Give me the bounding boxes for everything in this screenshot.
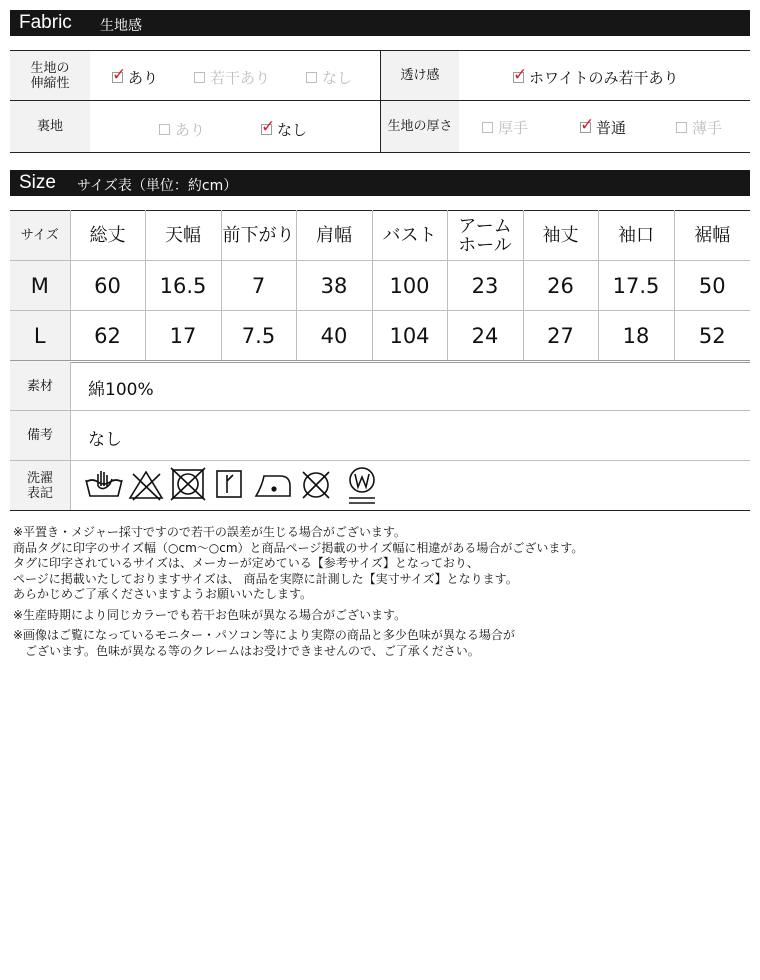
no-bleach-icon <box>130 472 162 500</box>
checkbox-checked <box>261 117 276 137</box>
option-label: なし <box>322 69 353 87</box>
fabric-table <box>10 50 750 153</box>
note-line: ございます。色味が異なる等のクレームはお受けできませんので、ご了承ください。 <box>13 643 480 658</box>
checkbox-unchecked <box>159 124 170 135</box>
divider <box>10 410 750 411</box>
wet-clean-icon <box>349 468 375 503</box>
table-cell: 26 <box>523 261 598 311</box>
check-icon: ✓ <box>513 65 528 85</box>
option-label: 普通 <box>596 119 627 137</box>
fabric-title-en: Fabric <box>19 12 72 33</box>
note-line: ページに掲載いたしておりますサイズは、 商品を実際に計測した【実寸サイズ】となります。 <box>13 571 518 586</box>
table-cell: 17.5 <box>598 261 674 311</box>
column-header: アーム ホール <box>447 211 523 261</box>
option-label: あり <box>128 69 159 87</box>
fabric-title-jp: 生地感 <box>100 18 142 34</box>
column-header: 袖口 <box>598 211 674 261</box>
check-icon: ✓ <box>580 115 595 135</box>
table-cell: 52 <box>674 311 750 362</box>
table-cell: 18 <box>598 311 674 362</box>
column-header: 裾幅 <box>674 211 750 261</box>
table-cell: 27 <box>523 311 598 362</box>
checkbox-unchecked <box>194 72 205 83</box>
transparency-label: 透け感 <box>381 51 459 100</box>
table-cell: 62 <box>70 311 145 362</box>
size-section-header <box>10 170 750 196</box>
lining-label: 裏地 <box>10 101 90 152</box>
table-cell: 104 <box>372 311 447 362</box>
table-cell: 50 <box>674 261 750 311</box>
stretch-option-slight <box>194 67 270 88</box>
note-line: タグに印字されているサイズは、メーカーが定めている【参考サイズ】となっており、 <box>13 556 479 570</box>
thickness-option-thick <box>482 117 528 138</box>
column-header: バスト <box>372 211 447 261</box>
checkbox-unchecked <box>306 72 317 83</box>
remarks-value: なし <box>88 430 122 450</box>
column-header: 前下がり <box>221 211 296 261</box>
checkbox-unchecked <box>482 122 493 133</box>
fabric-section-header <box>10 10 750 36</box>
divider <box>10 460 750 461</box>
thickness-option-normal <box>580 117 626 138</box>
table-row <box>10 261 750 311</box>
hand-wash-icon <box>86 471 122 496</box>
remarks-label: 備考 <box>10 411 70 460</box>
table-cell: 100 <box>372 261 447 311</box>
table-cell: 7 <box>221 261 296 311</box>
stretch-option-none <box>306 67 352 88</box>
table-cell: 17 <box>145 311 221 362</box>
disclaimer-notes <box>13 525 583 659</box>
checkbox-checked <box>112 65 127 85</box>
option-label: なし <box>277 121 308 139</box>
divider <box>70 362 71 510</box>
care-label: 洗濯 表記 <box>10 461 70 510</box>
table-cell: 16.5 <box>145 261 221 311</box>
material-label: 素材 <box>10 362 70 410</box>
check-icon: ✓ <box>261 117 276 137</box>
table-cell: 24 <box>447 311 523 362</box>
size-table <box>10 210 750 363</box>
note-line: ※画像はご覧になっているモニター・パソコン等により実際の商品と多少色味が異なる場合が <box>13 628 515 642</box>
thickness-label: 生地の厚さ <box>381 101 459 152</box>
lining-option-no <box>261 119 307 140</box>
checkbox-checked <box>580 115 595 135</box>
stretch-option-yes <box>112 67 158 88</box>
no-dry-clean-icon <box>303 472 329 498</box>
table-cell: 60 <box>70 261 145 311</box>
check-icon: ✓ <box>112 65 127 85</box>
line-dry-icon <box>217 471 241 497</box>
column-header: 天幅 <box>145 211 221 261</box>
table-row <box>10 311 750 362</box>
column-header: 袖丈 <box>523 211 598 261</box>
material-value: 綿100% <box>88 380 154 400</box>
info-table <box>10 362 750 511</box>
column-header: 肩幅 <box>296 211 372 261</box>
note-line: ※生産時期により同じカラーでも若干お色味が異なる場合がございます。 <box>13 607 407 622</box>
transparency-option <box>513 67 679 88</box>
stretch-label: 生地の 伸縮性 <box>10 51 90 100</box>
thickness-option-thin <box>676 117 722 138</box>
note-line: あらかじめご了承くださいますようお願いいたします。 <box>13 587 313 601</box>
care-icons <box>84 466 394 506</box>
option-label: ホワイトのみ若干あり <box>529 69 679 87</box>
lining-option-yes <box>159 119 205 140</box>
column-header: サイズ <box>10 211 70 261</box>
table-cell: 23 <box>447 261 523 311</box>
no-tumble-dry-icon <box>171 468 205 500</box>
option-label: 厚手 <box>498 119 529 137</box>
option-label: あり <box>175 121 206 139</box>
size-title-en: Size <box>19 172 56 193</box>
size-cell: M <box>10 261 70 311</box>
table-cell: 40 <box>296 311 372 362</box>
table-cell: 7.5 <box>221 311 296 362</box>
option-label: 薄手 <box>692 119 723 137</box>
checkbox-unchecked <box>676 122 687 133</box>
size-cell: L <box>10 311 70 362</box>
checkbox-checked <box>513 65 528 85</box>
table-header-row <box>10 211 750 261</box>
option-label: 若干あり <box>210 69 271 87</box>
note-line: 商品タグに印字のサイズ幅（○cm〜○cm）と商品ページ掲載のサイズ幅に相違がある場合がございます。 <box>13 540 584 555</box>
column-header: 総丈 <box>70 211 145 261</box>
note-line: ※平置き・メジャー採寸ですので若干の誤差が生じる場合がございます。 <box>13 525 406 539</box>
table-cell: 38 <box>296 261 372 311</box>
iron-low-icon <box>256 476 290 496</box>
size-title-jp: サイズ表（単位：約cm） <box>77 178 238 194</box>
